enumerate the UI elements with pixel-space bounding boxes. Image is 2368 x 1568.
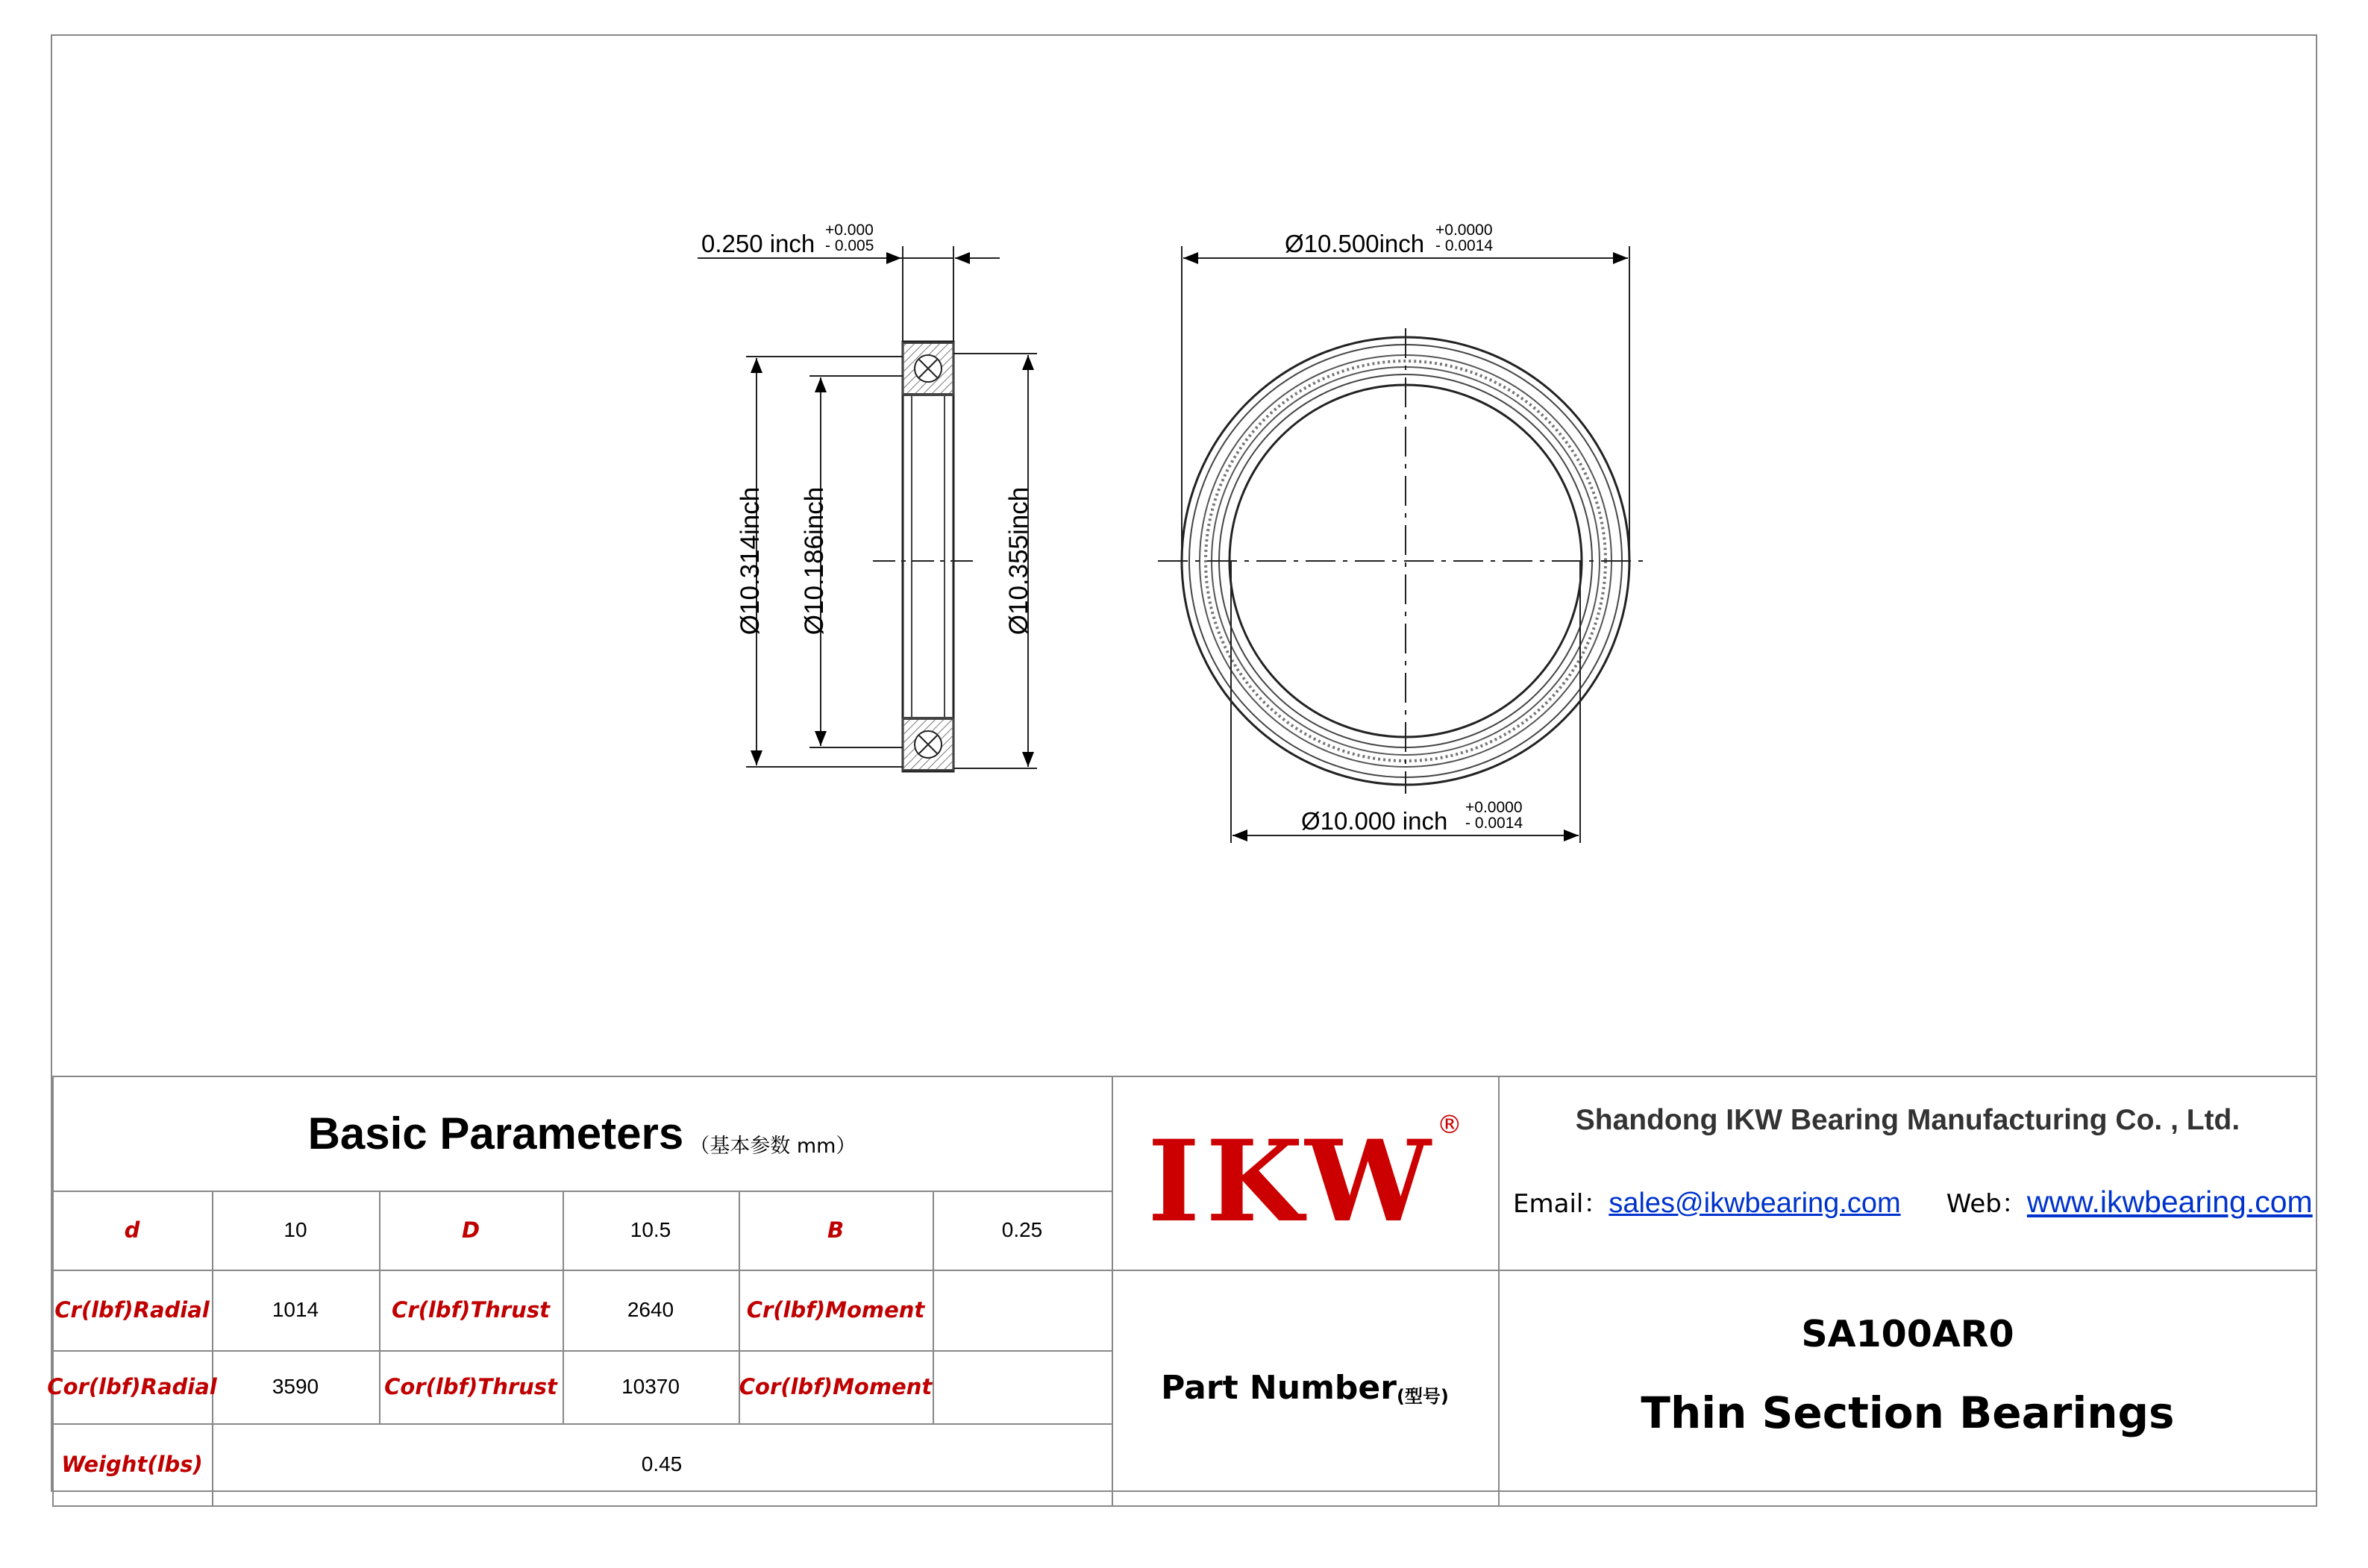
param-value-D: 10.5	[630, 1218, 671, 1241]
param-value-weight: 0.45	[641, 1452, 683, 1476]
param-label-D: D	[461, 1217, 480, 1243]
width-dim-tolerance: +0.000 - 0.005	[825, 222, 874, 254]
part-number-label: Part Number	[1161, 1368, 1397, 1407]
bearing-type: Thin Section Bearings	[1641, 1387, 2175, 1438]
param-label-cor-thrust: Cor(lbf)Thrust	[384, 1374, 557, 1399]
ikw-logo	[1112, 1076, 1498, 1270]
registered-mark-icon: ®	[1436, 1110, 1462, 1140]
param-value-cr-radial: 1014	[272, 1298, 319, 1321]
web-link[interactable]: www.ikwbearing.com	[2026, 1185, 2313, 1219]
params-subtitle: （基本参数 mm）	[689, 1134, 856, 1158]
front-outer-dim-label: Ø10.500inch	[1285, 230, 1425, 257]
right-diameter-label: Ø10.355inch	[1004, 486, 1033, 636]
param-value-B: 0.25	[1001, 1218, 1043, 1241]
bore-dim-label: Ø10.000 inch	[1301, 807, 1448, 835]
part-number-label-cn: (型号)	[1396, 1385, 1449, 1407]
part-number-label-cell	[1112, 1270, 1498, 1505]
contact-line	[1513, 1183, 2319, 1220]
param-label-cor-moment: Cor(lbf)Moment	[739, 1374, 933, 1399]
front-view	[1158, 246, 1646, 843]
param-value-cr-moment	[933, 1270, 1112, 1350]
param-label-cr-radial: Cr(lbf)Radial	[54, 1297, 210, 1323]
company-name: Shandong IKW Bearing Manufacturing Co. , Ltd.	[1575, 1104, 2240, 1136]
param-label-cr-thrust: Cr(lbf)Thrust	[392, 1297, 550, 1323]
part-number-value: SA100AR0	[1801, 1313, 2014, 1355]
param-value-cor-moment	[933, 1350, 1112, 1423]
front-outer-dim-tolerance: +0.0000 - 0.0014	[1435, 222, 1494, 254]
email-link[interactable]: sales@ikwbearing.com	[1609, 1188, 1901, 1219]
bore-dim-tolerance: +0.0000 - 0.0014	[1465, 799, 1523, 832]
param-value-cor-thrust: 10370	[621, 1375, 680, 1398]
title-block	[47, 1076, 2317, 1507]
param-label-weight: Weight(lbs)	[61, 1452, 203, 1477]
param-value-cor-radial: 3590	[272, 1375, 319, 1398]
outer-diameter-label: Ø10.314inch	[736, 486, 765, 636]
param-label-cor-radial: Cor(lbf)Radial	[47, 1374, 217, 1399]
param-value-cr-thrust: 2640	[627, 1298, 674, 1321]
param-value-d: 10	[284, 1218, 307, 1241]
param-label-d: d	[124, 1217, 140, 1243]
width-dim-label: 0.250 inch	[701, 230, 815, 257]
params-title: Basic Parameters	[307, 1108, 684, 1158]
param-label-cr-moment: Cr(lbf)Moment	[746, 1297, 925, 1323]
param-label-B: B	[827, 1217, 845, 1243]
inner-diameter-label: Ø10.186inch	[800, 486, 829, 636]
web-label: Web：	[1946, 1189, 2027, 1219]
logo-text: IKW	[1147, 1116, 1437, 1247]
email-label: Email：	[1513, 1189, 1609, 1219]
params-header	[52, 1076, 1112, 1191]
